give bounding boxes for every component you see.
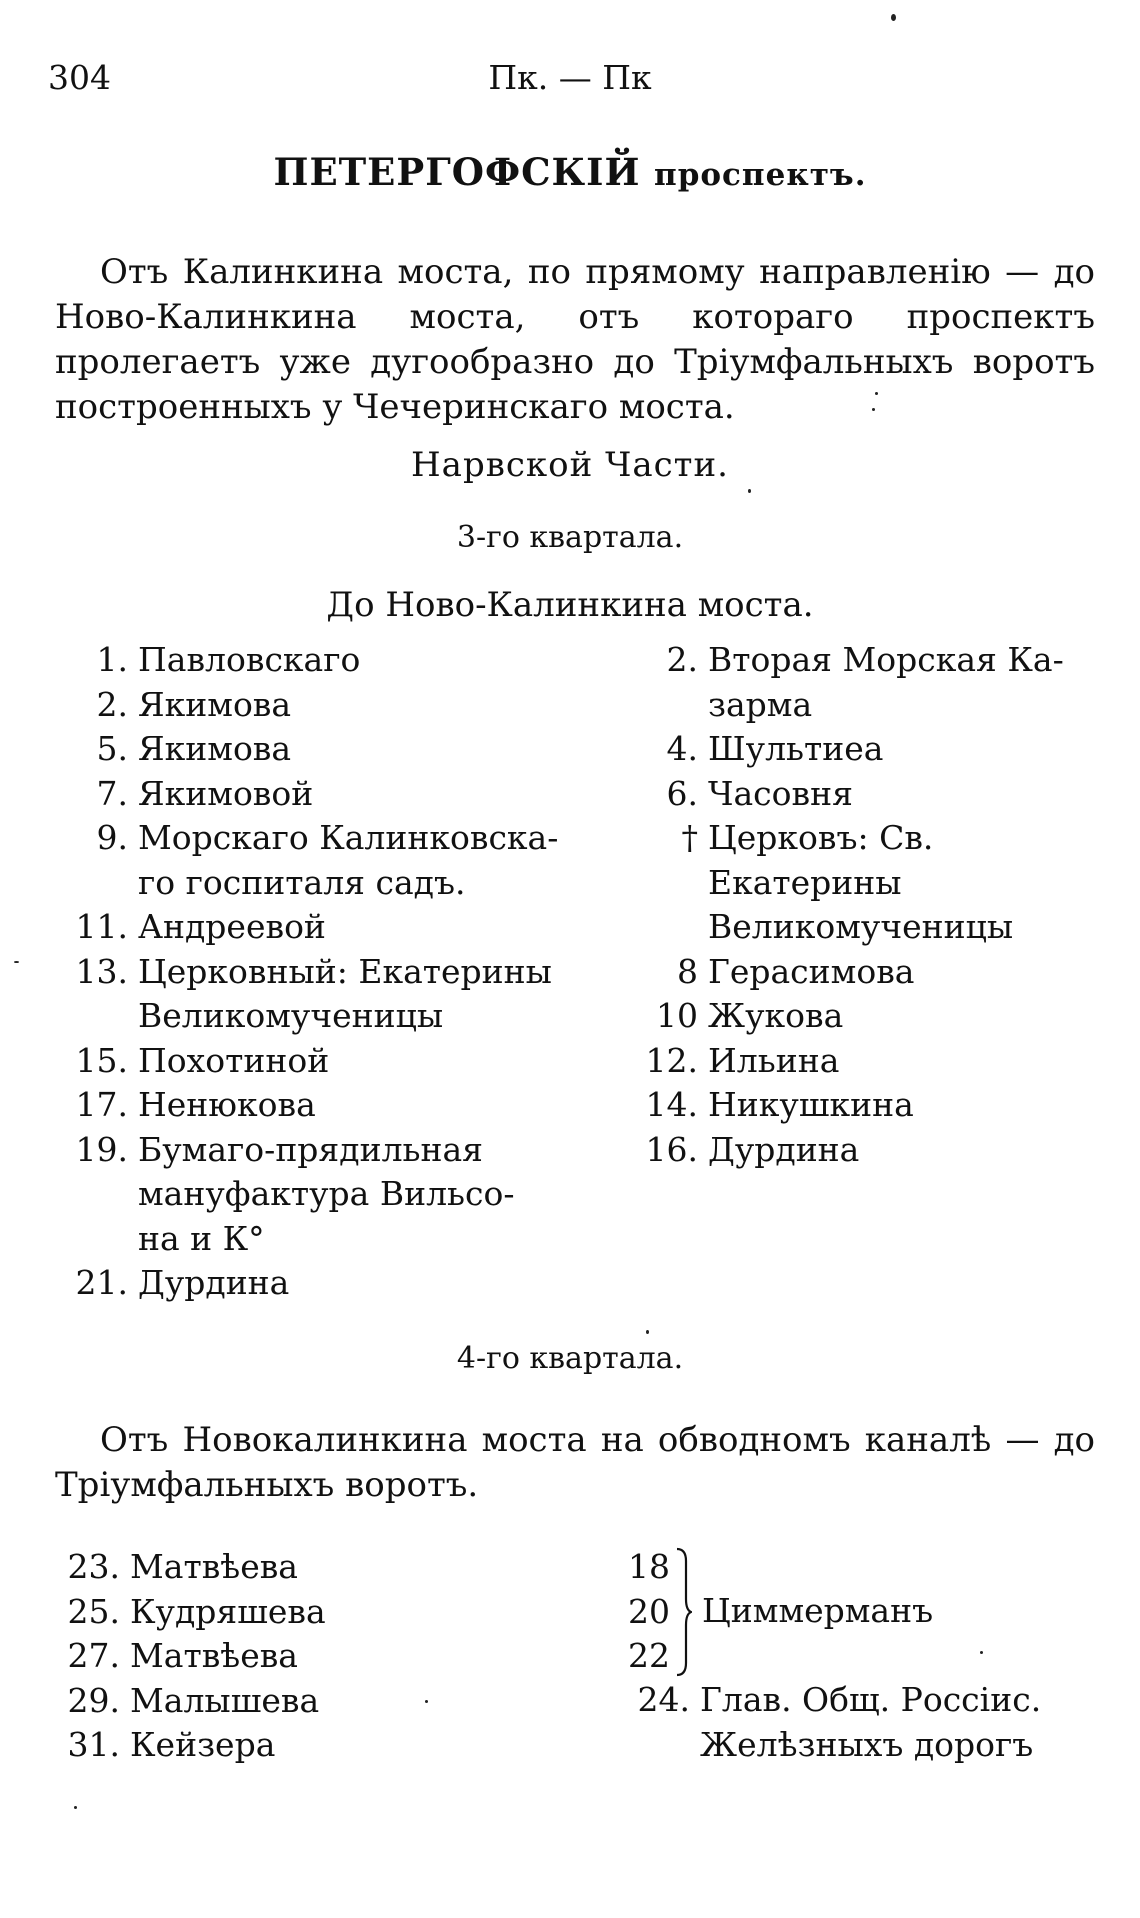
entry-name: Часовня: [708, 773, 853, 813]
entry-number: 20: [628, 1591, 670, 1631]
brace-group: [610, 1545, 1110, 1678]
list-item: [618, 1128, 1118, 1173]
entry-name: Дурдина: [708, 1129, 860, 1169]
quarter3-heading: 3-го квартала.: [456, 520, 684, 555]
quarter3-left-list: [48, 638, 568, 1306]
list-item: [40, 1723, 560, 1768]
quarter4-left-list: [40, 1545, 560, 1768]
entry-number: 16.: [645, 1129, 698, 1169]
entry-name: Ненюкова: [138, 1085, 316, 1124]
entry-continuation: Великомученицы: [138, 996, 444, 1035]
print-speck: [980, 1651, 983, 1654]
entry-name: Кудряшева: [130, 1591, 326, 1631]
entry-number: 8: [677, 951, 698, 991]
list-item: [618, 994, 1118, 1039]
print-speck: [14, 961, 19, 963]
entry-number: 21.: [75, 1263, 128, 1302]
entry-name: Морскаго Калинковска-: [138, 818, 559, 857]
entry-name: Церковъ: Св. Екатерины: [708, 818, 934, 902]
entry-name: Малышева: [130, 1680, 320, 1720]
entry-number: 12.: [645, 1040, 698, 1080]
list-item: [48, 905, 568, 950]
quarter4-segment: Отъ Новокалинкина моста на обводномъ каналѣ — до Тріумфальныхъ воротъ.: [55, 1420, 1095, 1505]
entry-number: 13.: [75, 951, 128, 991]
part-heading: Нарвской Части.: [411, 445, 729, 485]
entry-number: 2.: [96, 684, 128, 724]
entry-name: Похотиной: [138, 1040, 330, 1080]
list-item: [618, 638, 1118, 727]
entry-name: Ильина: [708, 1040, 840, 1080]
print-speck: [74, 1806, 77, 1809]
list-item: [48, 1039, 568, 1084]
quarter3-right-list: [618, 638, 1118, 1172]
quarter4-right-list: [610, 1545, 1110, 1767]
entry-name: Шультиеа: [708, 729, 884, 768]
entry-number: 4.: [666, 729, 698, 768]
print-speck: [425, 1700, 428, 1703]
list-item: [618, 950, 1118, 995]
list-item: [610, 1678, 1110, 1767]
quarter4-heading: 4-го квартала.: [456, 1341, 684, 1376]
entry-name: Павловскаго: [138, 640, 361, 679]
entry-number: 19.: [75, 1129, 128, 1169]
entry-name: Якимовой: [138, 773, 314, 813]
brace-numbers: [610, 1545, 670, 1679]
title-sub: проспектъ.: [654, 157, 867, 193]
entry-number: 14.: [645, 1085, 698, 1124]
entry-number: 27.: [67, 1636, 120, 1675]
entry-number: 6.: [666, 773, 698, 813]
entry-number: 29.: [67, 1680, 120, 1720]
entry-number: 10: [656, 996, 698, 1035]
list-item: [618, 1083, 1118, 1128]
brace-owner-name: Циммерманъ: [702, 1591, 934, 1630]
entry-continuation: Великомученицы: [708, 907, 1014, 946]
entry-name: Церковный: Екатерины: [138, 951, 552, 991]
page-title: [0, 150, 1140, 194]
entry-name: Глав. Общ. Россіис.: [700, 1680, 1042, 1719]
list-item: [48, 727, 568, 772]
intro-paragraph: Отъ Калинкина моста, по прямому направленію — до Ново-Калинкина моста, отъ котораго проспектъ пролегаетъ уже дугообразно до Тріумфальныхъ воротъ построенныхъ у Чечеринскаго моста.: [55, 252, 1095, 427]
entry-number: 17.: [75, 1085, 128, 1124]
list-item: [48, 683, 568, 728]
entry-name: Никушкина: [708, 1085, 914, 1124]
entry-continuation: на и К°: [138, 1218, 265, 1258]
entry-number: 25.: [67, 1591, 120, 1631]
entry-name: Якимова: [138, 729, 292, 768]
entry-number: 18: [628, 1547, 670, 1586]
list-item: [48, 1261, 568, 1306]
brace-symbol: [674, 1547, 692, 1677]
quarter4-right-extra: [610, 1678, 1110, 1767]
entry-number: 15.: [75, 1040, 128, 1080]
title-main: ПЕТЕРГОФСКІЙ: [273, 150, 641, 194]
entry-name: Бумаго-прядильная: [138, 1129, 483, 1169]
entry-number: 9.: [96, 818, 128, 857]
entry-name: Матвѣева: [130, 1547, 298, 1586]
entry-name: Герасимова: [708, 951, 915, 991]
entry-number: 1.: [96, 640, 128, 679]
quarter3-segment: До Ново-Калинкина моста.: [326, 585, 814, 625]
entry-continuation: мануфактура Вильсо-: [138, 1174, 515, 1213]
entry-number: 2.: [666, 640, 698, 679]
entry-continuation: зарма: [708, 684, 813, 724]
list-item: [48, 638, 568, 683]
list-item: [618, 727, 1118, 772]
page-number: 304: [48, 58, 111, 97]
print-speck: [875, 392, 878, 395]
entry-number: 31.: [67, 1725, 120, 1764]
list-item: [40, 1545, 560, 1590]
entry-continuation: го госпиталя садъ.: [138, 862, 466, 902]
entry-name: Вторая Морская Ка-: [708, 640, 1064, 679]
list-item: [48, 1083, 568, 1128]
entry-name: Жукова: [708, 996, 844, 1035]
entry-name: Андреевой: [138, 907, 326, 946]
list-item: [618, 1039, 1118, 1084]
entry-name: Кейзера: [130, 1725, 276, 1764]
entry-name: Дурдина: [138, 1263, 290, 1302]
list-item: [48, 772, 568, 817]
entry-number: 7.: [96, 773, 128, 813]
entry-number: 24.: [637, 1680, 690, 1719]
list-item: [40, 1634, 560, 1679]
entry-number: 5.: [96, 729, 128, 768]
list-item: [48, 950, 568, 1039]
entry-number: 22: [628, 1636, 670, 1675]
list-item: [40, 1590, 560, 1635]
running-head: Пк. — Пк: [488, 58, 652, 97]
print-speck: [748, 489, 751, 493]
print-speck: [891, 14, 896, 21]
list-item: [618, 816, 1118, 950]
entry-number: 23.: [67, 1547, 120, 1586]
print-speck: [872, 408, 875, 411]
list-item: [618, 772, 1118, 817]
entry-number: 11.: [75, 907, 128, 946]
entry-continuation: Желѣзныхъ дорогъ: [700, 1724, 1034, 1764]
print-speck: [646, 1330, 649, 1334]
entry-number: †: [681, 818, 698, 857]
list-item: [48, 1128, 568, 1262]
entry-name: Матвѣева: [130, 1636, 298, 1675]
list-item: [40, 1679, 560, 1724]
list-item: [48, 816, 568, 905]
entry-name: Якимова: [138, 684, 292, 724]
